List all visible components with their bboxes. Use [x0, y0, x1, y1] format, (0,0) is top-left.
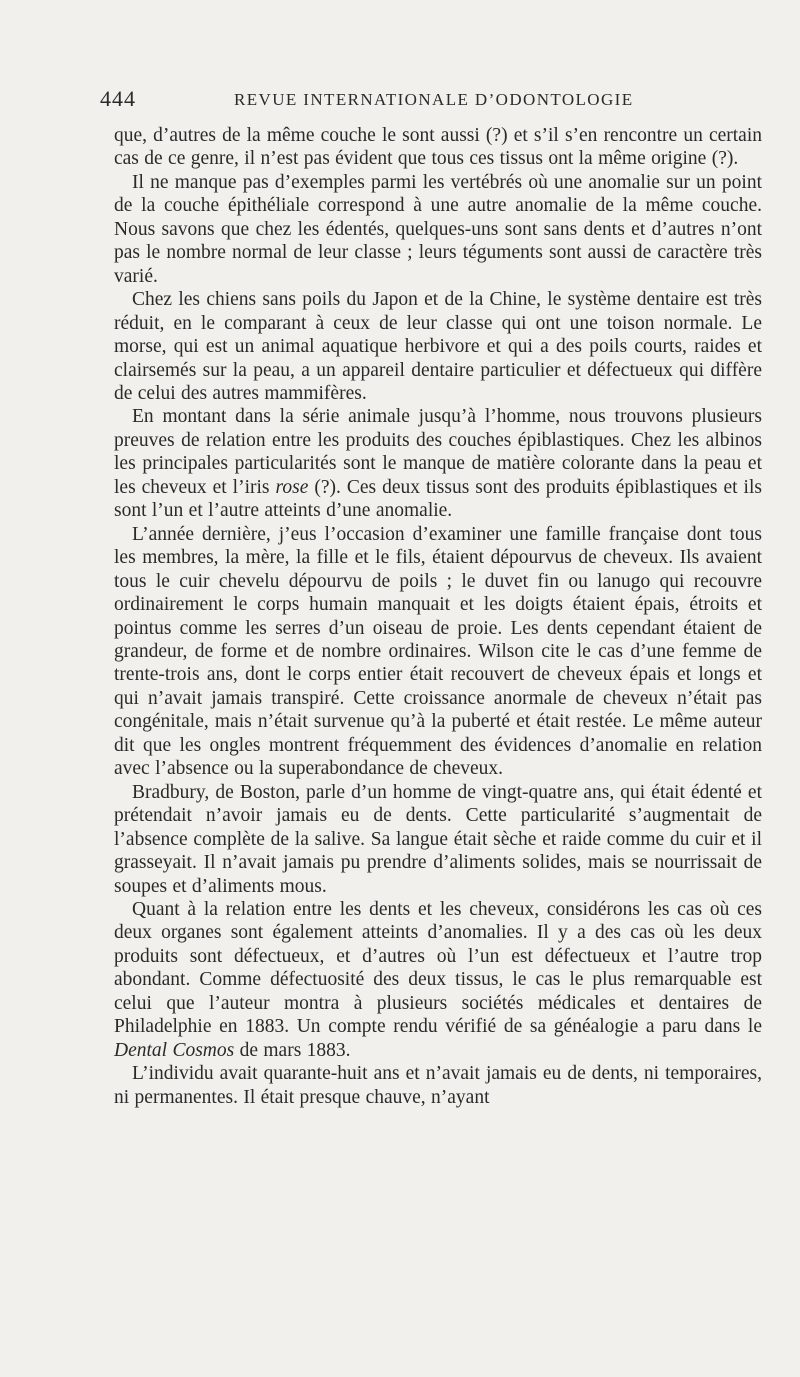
- paragraph-4-part-b: (?). Ces deux tissus sont des produits épiblastiques et ils sont l’un et l’autre atteints d’une anomalie.: [114, 476, 762, 522]
- paragraph-4-italic: rose: [275, 476, 309, 498]
- paragraph-7-part-a: Quant à la relation entre les dents et les cheveux, considérons les cas où ces deux organes sont également atteints d’anomalies. Il y a des cas où les deux produits sont défectueux, et d’autres où l’un est défectueux et l’autre trop abondant. Comme défectuosité des deux tissus, le cas le plus remarquable est celui que l’auteur montra à plusieurs sociétés médicales et dentaires de Philadelphie en 1883. Un compte rendu vérifié de sa généalogie a paru dans le: [114, 898, 762, 1038]
- body-text: [114, 124, 762, 1109]
- paragraph-7-italic: Dental Cosmos: [114, 1039, 235, 1061]
- paragraph-3: Chez les chiens sans poils du Japon et de la Chine, le système dentaire est très réduit, en le comparant à ceux de leur classe qui ont une toison normale. Le morse, qui est un animal aquatique herbivore et qui a des poils courts, raides et clairsemés sur la peau, a un appareil dentaire particulier et défectueux qui diffère de celui des autres mammifères.: [114, 289, 762, 404]
- paragraph-2: Il ne manque pas d’exemples parmi les vertébrés où une anomalie sur un point de la couche épithéliale correspond à une autre anomalie de la même couche. Nous savons que chez les édentés, quelques-uns sont sans dents et d’autres n’ont pas le nombre normal de leur classe ; leurs téguments sont aussi de caractère très varié.: [114, 171, 762, 287]
- page-number: 444: [100, 86, 136, 111]
- paragraph-7-part-b: de mars 1883.: [234, 1039, 351, 1061]
- paragraph-8: L’individu avait quarante-huit ans et n’avait jamais eu de dents, ni temporaires, ni permanentes. Il était presque chauve, n’ayant: [114, 1063, 762, 1108]
- paragraph-6: Bradbury, de Boston, parle d’un homme de vingt-quatre ans, qui était édenté et prétendait n’avoir jamais eu de dents. Cette particularité s’augmentait de l’absence complète de la salive. Sa langue était sèche et raide comme du cuir et il grasseyait. Il n’avait jamais pu prendre d’aliments solides, mais se nourrissait de soupes et d’aliments mous.: [114, 781, 762, 897]
- paragraph-4: [114, 405, 762, 522]
- paragraph-1: que, d’autres de la même couche le sont aussi (?) et s’il s’en rencontre un certain cas de ce genre, il n’est pas évident que tous ces tissus ont la même origine (?).: [114, 125, 762, 170]
- running-head: [100, 86, 760, 116]
- paragraph-4-part-a: En montant dans la série animale jusqu’à l’homme, nous trouvons plusieurs preuves de relation entre les produits des couches épiblastiques. Chez les albinos les principales particularités sont le manque de matière colorante dans la peau et les cheveux et l’iris: [114, 406, 762, 498]
- journal-title: REVUE INTERNATIONALE D’ODONTOLOGIE: [234, 90, 634, 109]
- paragraph-7: [114, 898, 762, 1062]
- paragraph-5: L’année dernière, j’eus l’occasion d’examiner une famille française dont tous les membres, la mère, la fille et le fils, étaient dépourvus de cheveux. Ils avaient tous le cuir chevelu dépourvu de poils ; le duvet fin ou lanugo qui recouvre ordinairement le corps humain manquait et les doigts étaient épais, étroits et pointus comme les serres d’un oiseau de proie. Les dents cependant étaient de grandeur, de forme et de nombre ordinaires. Wilson cite le cas d’une femme de trente-trois ans, dont le corps entier était recouvert de cheveux épais et longs et qui n’avait jamais transpiré. Cette croissance anormale de cheveux n’était pas congénitale, mais n’était survenue qu’à la puberté et était restée. Le même auteur dit que les ongles montrent fréquemment des évidences d’anomalie en relation avec l’absence ou la superabondance de cheveux.: [114, 523, 762, 780]
